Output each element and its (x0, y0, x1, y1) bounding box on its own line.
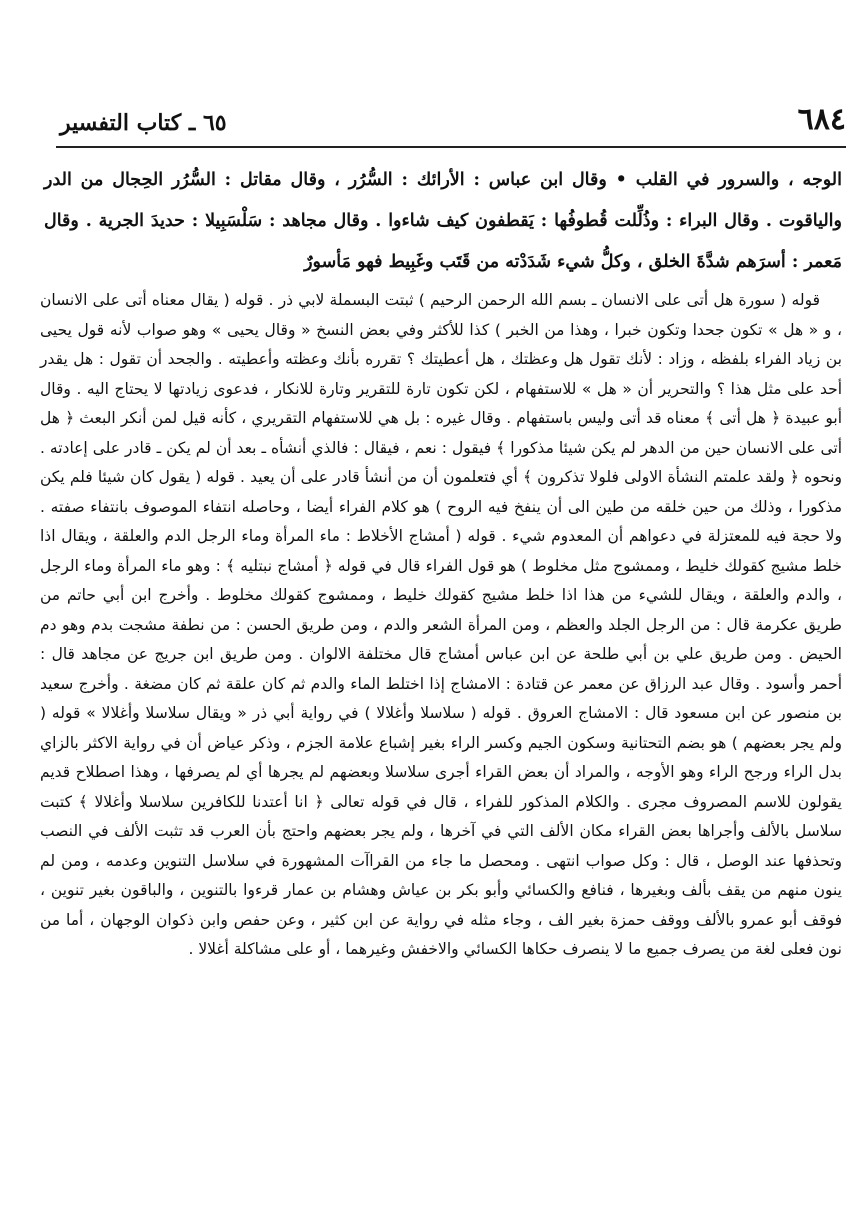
commentary-body (40, 286, 842, 965)
bukhari-text-paragraph: الوجه ، والسرور في القلب • وقال ابن عباس : الأرائك : السُّرُر ، وقال مقاتل : السُّرُر الحِجال من الدر والياقوت . وقال البراء : وذُلِّلت قُطوفُها : يَقطفون كيف شاءوا . وقال مجاهد : سَلْسَبِيلا : حديدَ الجرية . وقال مَعمر : أسرَهم شدَّةَ الخلق ، وكلُّ شيء شَدَدْته من قَتَب وغَبِيط فهو مَأسورٌ (44, 170, 842, 272)
header-divider (56, 146, 846, 148)
page-number: ٦٨٤ (797, 102, 846, 137)
bukhari-text-block (44, 160, 842, 283)
page-header (60, 104, 846, 144)
commentary-paragraph: قوله ( سورة هل أتى على الانسان ـ بسم الله الرحمن الرحيم ) ثبتت البسملة لابي ذر . قوله ( يقال معناه أتى على الانسان ، و « هل » تكون جحدا وتكون خبرا ، وهذا من الخبر ) كذا للأكثر وفي بعض النسخ « وقال يحيى » وهو صواب لأنه قول يحيى بن زياد الفراء بلفظه ، وزاد : لأنك تقول هل وعظتك ، هل أعطيتك ؟ تقرره بأنك وعظته وأعطيته . والجحد أن تقول : هل يقدر أحد على مثل هذا ؟ والتحرير أن « هل » للاستفهام ، لكن تكون تارة للتقرير وتارة للانكار ، فدعوى زيادتها لا يحتاج اليه . وقال أبو عبيدة ﴿ هل أتى ﴾ معناه قد أتى وليس باستفهام . وقال غيره : بل هي للاستفهام التقريري ، كأنه قيل لمن أنكر البعث ﴿ هل أتى على الانسان حين من الدهر لم يكن شيئا مذكورا ﴾ فيقول : نعم ، فيقال : فالذي أنشأه ـ بعد أن لم يكن ـ قادر على إعادته . ونحوه ﴿ ولقد علمتم النشأة الاولى فلولا تذكرون ﴾ أي فتعلمون أن من أنشأ قادر على أن يعيد . قوله ( يقول كان شيئا فلم يكن مذكورا ، وذلك من حين خلقه من طين الى أن ينفخ فيه الروح ) هو كلام الفراء أيضا ، وحاصله انتفاء الموصوف بانتفاء صفته . ولا حجة فيه للمعتزلة في دعواهم أن المعدوم شيء . قوله ( أمشاج الأخلاط : ماء المرأة وماء الرجل الدم والعلقة ، ويقال اذا خلط مشيج كقولك خليط ، وممشوج مثل مخلوط ) هو قول الفراء قال في قوله ﴿ أمشاج نبتليه ﴾ : وهو ماء المرأة وماء الرجل ، والدم والعلقة ، ويقال للشيء من هذا اذا خلط مشيج كقولك خليط ، وممشوج كقولك مخلوط . وأخرج ابن أبي حاتم من طريق عكرمة قال : من الرجل الجلد والعظم ، ومن المرأة الشعر والدم ، ومن طريق الحسن : من نطفة مشجت بدم وهو دم الحيض . ومن طريق علي بن أبي طلحة عن ابن عباس أمشاج قال مختلفة الالوان . ومن طريق ابن جريج عن مجاهد قال : أحمر وأسود . وقال عبد الرزاق عن معمر عن قتادة : الامشاج إذا اختلط الماء والدم ثم كان علقة ثم كان مضغة . وأخرج سعيد بن منصور عن ابن مسعود قال : الامشاج العروق . قوله ( سلاسلا وأغلالا ) في رواية أبي ذر « ويقال سلاسلا وأغلالا » قوله ( ولم يجر بعضهم ) هو بضم التحتانية وسكون الجيم وكسر الراء بغير إشباع علامة الجزم ، وذكر عياض أن في رواية الاكثر بالزاي بدل الراء ورجح الراء وهو الأوجه ، والمراد أن بعض القراء أجرى سلاسلا وبعضهم لم يجرها أي لم يصرفها ، وهذا اصطلاح قديم يقولون للاسم المصروف مجرى . والكلام المذكور للفراء ، قال في قوله تعالى ﴿ انا أعتدنا للكافرين سلاسلا وأغلالا ﴾ كتبت سلاسل بالألف وأجراها بعض القراء مكان الألف التي في آخرها ، ولم يجر بعضهم واحتج بأن العرب قد تثبت الألف في النصب وتحذفها عند الوصل ، قال : وكل صواب انتهى . ومحصل ما جاء من القراآت المشهورة في سلاسل التنوين وعدمه ، ومن لم ينون منهم من يقف بألف وبغيرها ، فنافع والكسائي وأبو بكر بن عياش وهشام بن عمار قرءوا بالتنوين ، والباقون بغير تنوين ، فوقف أبو عمرو بالألف ووقف حمزة بغير الف ، وجاء مثله في رواية عن ابن كثير ، وعن حفص وابن ذكوان الوجهان ، أما من نون فعلى لغة من يصرف جميع ما لا ينصرف حكاها الكسائي والاخفش وغيرهما ، أو على مشاكلة أغلالا . (40, 291, 842, 958)
running-head: ٦٥ ـ كتاب التفسير (60, 110, 227, 136)
